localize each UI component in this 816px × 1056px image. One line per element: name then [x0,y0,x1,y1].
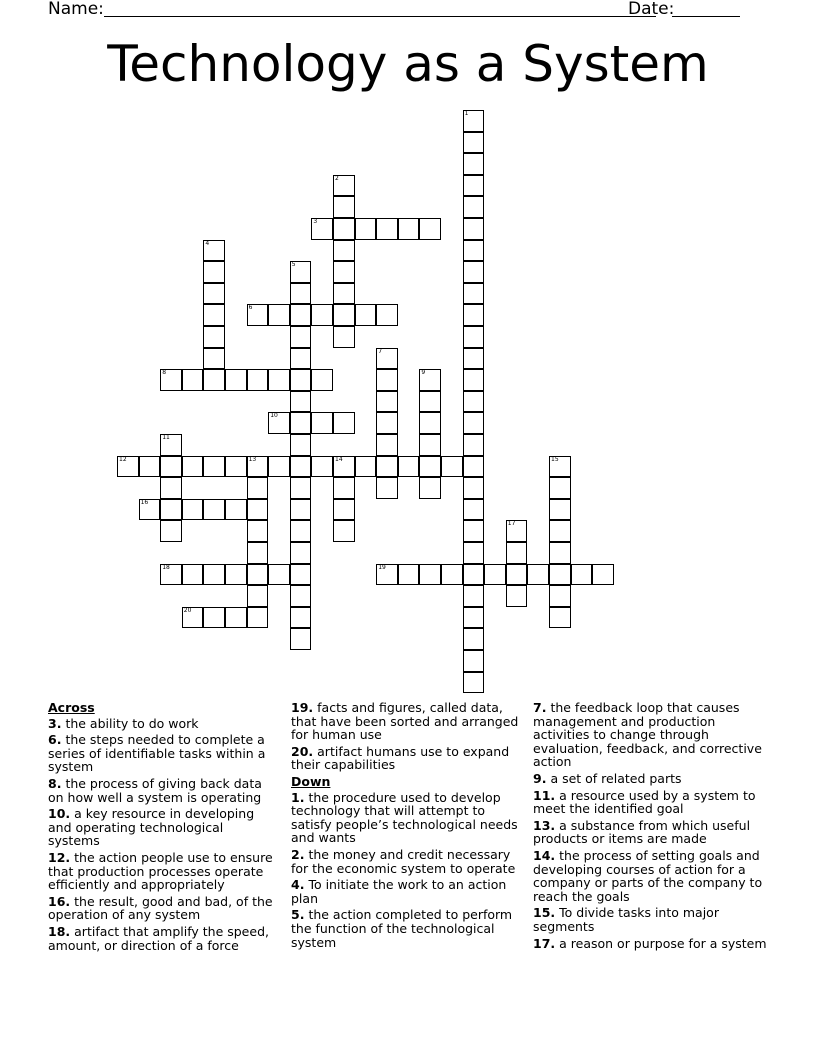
grid-cell[interactable] [506,564,528,586]
grid-cell[interactable] [247,585,269,607]
grid-cell[interactable] [290,585,312,607]
grid-cell[interactable] [290,499,312,521]
cell-number: 8 [162,369,167,377]
grid-cell[interactable] [527,564,549,586]
grid-cell[interactable] [290,456,312,478]
grid-cell[interactable] [333,218,355,240]
grid-cell[interactable] [463,369,485,391]
grid-cell[interactable] [355,456,377,478]
grid-cell[interactable] [376,412,398,434]
grid-cell[interactable] [571,564,593,586]
grid-cell[interactable] [549,585,571,607]
grid-cell[interactable] [463,520,485,542]
grid-cell[interactable] [419,434,441,456]
grid-cell[interactable] [592,564,614,586]
grid-cell[interactable] [290,326,312,348]
grid-cell[interactable] [463,218,485,240]
grid-cell[interactable] [290,412,312,434]
grid-cell[interactable] [203,607,225,629]
cell-number: 13 [248,455,257,463]
clue-across-18: 18. artifact that amplify the speed, amount, or direction of a force [48,923,269,953]
cell-number: 15 [551,455,559,463]
grid-cell[interactable] [182,369,204,391]
cell-number: 1 [464,110,469,117]
clue-down-14: 14. the process of setting goals and developing courses of action for a company or parts of the company to reach the goals [533,847,763,904]
across-heading: Across [48,700,95,715]
grid-cell[interactable] [376,304,398,326]
clue-across-3: 3. the ability to do work [48,715,199,731]
clue-down-4: 4. To initiate the work to an action plan [291,877,507,906]
grid-cell[interactable] [463,326,485,348]
grid-cell[interactable] [549,542,571,564]
grid-cell[interactable] [441,456,463,478]
grid-cell[interactable] [290,304,312,326]
grid-cell[interactable] [203,348,225,370]
grid-cell[interactable] [333,196,355,218]
grid-cell[interactable] [290,434,312,456]
date-label: Date: [628,0,675,19]
grid-cell[interactable] [463,304,485,326]
clue-across-16: 16. the result, good and bad, of the operation of any system [48,893,273,923]
grid-cell[interactable] [160,499,182,521]
cell-number: 17 [507,520,516,528]
grid-cell[interactable] [463,412,485,434]
clue-down-9: 9. a set of related parts [533,770,682,786]
grid-cell[interactable] [441,564,463,586]
cell-number: 6 [248,304,253,312]
grid-cell[interactable] [463,499,485,521]
cell-number: 12 [119,455,127,463]
grid-cell[interactable] [182,499,204,521]
cell-number: 18 [162,563,170,571]
grid-cell[interactable] [290,283,312,305]
clues-column-3 [533,701,773,953]
grid-cell[interactable] [203,369,225,391]
grid-cell[interactable] [463,175,485,197]
cell-number: 10 [270,412,278,420]
grid-cell[interactable] [549,477,571,499]
cell-number: 9 [421,369,426,377]
name-label: Name: [48,0,104,19]
clue-across-6: 6. the steps needed to complete a series of identifiable tasks within a system [48,732,266,775]
cell-number: 16 [140,498,149,506]
grid-cell[interactable] [268,304,290,326]
grid-cell[interactable] [549,520,571,542]
grid-cell[interactable] [419,218,441,240]
grid-cell[interactable] [333,175,355,197]
grid-cell[interactable] [203,564,225,586]
grid-cell[interactable] [376,218,398,240]
grid-cell[interactable] [160,456,182,478]
grid-cell[interactable] [419,412,441,434]
grid-cell[interactable] [484,564,506,586]
clues-column-1 [48,701,278,955]
grid-cell[interactable] [225,369,247,391]
grid-cell[interactable] [463,348,485,370]
grid-cell[interactable] [506,542,528,564]
grid-cell[interactable] [376,391,398,413]
cell-number: 2 [335,174,339,182]
grid-cell[interactable] [311,369,333,391]
grid-cell[interactable] [463,628,485,650]
clue-down-7: 7. the feedback loop that causes management and production activities to change through evaluation, feedback, and corrective action [533,700,762,770]
grid-cell[interactable] [333,520,355,542]
grid-cell[interactable] [290,369,312,391]
grid-cell[interactable] [463,585,485,607]
grid-cell[interactable] [463,283,485,305]
grid-cell[interactable] [225,499,247,521]
grid-cell[interactable] [117,456,139,478]
grid-cell[interactable] [290,477,312,499]
grid-cell[interactable] [182,607,204,629]
grid-cell[interactable] [311,218,333,240]
grid-cell[interactable] [225,456,247,478]
grid-cell[interactable] [311,304,333,326]
cell-number: 3 [313,218,318,225]
grid-cell[interactable] [549,564,571,586]
grid-cell[interactable] [182,564,204,586]
grid-cell[interactable] [376,477,398,499]
grid-cell[interactable] [247,607,269,629]
grid-cell[interactable] [463,153,485,175]
grid-cell[interactable] [247,456,269,478]
cell-number: 14 [335,455,343,463]
grid-cell[interactable] [355,218,377,240]
grid-cell[interactable] [160,369,182,391]
grid-cell[interactable] [376,369,398,391]
cell-number: 4 [205,239,210,247]
grid-cell[interactable] [376,348,398,370]
clue-down-11: 11. a resource used by a system to meet the identified goal [533,787,756,817]
grid-cell[interactable] [419,369,441,391]
grid-cell[interactable] [268,412,290,434]
grid-cell[interactable] [268,564,290,586]
grid-cell[interactable] [225,564,247,586]
grid-cell[interactable] [463,477,485,499]
cell-number: 11 [162,434,170,441]
grid-cell[interactable] [376,564,398,586]
grid-cell[interactable] [333,326,355,348]
grid-cell[interactable] [247,542,269,564]
grid-cell[interactable] [160,520,182,542]
clue-down-13: 13. a substance from which useful products or items are made [533,817,751,847]
grid-cell[interactable] [225,607,247,629]
clue-down-17: 17. a reason or purpose for a system [533,935,767,951]
grid-cell[interactable] [463,672,485,694]
grid-cell[interactable] [290,628,312,650]
grid-cell[interactable] [549,607,571,629]
grid-cell[interactable] [398,456,420,478]
grid-cell[interactable] [398,564,420,586]
grid-cell[interactable] [463,132,485,154]
grid-cell[interactable] [203,326,225,348]
grid-cell[interactable] [290,607,312,629]
grid-cell[interactable] [268,456,290,478]
grid-cell[interactable] [160,564,182,586]
grid-cell[interactable] [333,304,355,326]
grid-cell[interactable] [203,456,225,478]
grid-cell[interactable] [203,283,225,305]
grid-cell[interactable] [290,261,312,283]
grid-cell[interactable] [160,477,182,499]
grid-cell[interactable] [419,456,441,478]
grid-cell[interactable] [203,240,225,262]
grid-cell[interactable] [139,499,161,521]
cell-number: 7 [378,347,383,355]
grid-cell[interactable] [290,564,312,586]
grid-cell[interactable] [463,607,485,629]
clue-down-2: 2. the money and credit necessary for the economic system to operate [291,846,516,876]
grid-cell[interactable] [311,456,333,478]
clue-across-10: 10. a key resource in developing and operating technological systems [48,806,255,849]
grid-cell[interactable] [463,650,485,672]
grid-cell[interactable] [419,564,441,586]
clue-down-5: 5. the action completed to perform the function of the technological system [291,907,513,950]
clue-across-20: 20. artifact humans use to expand their capabilities [291,743,510,773]
grid-cell[interactable] [311,412,333,434]
grid-cell[interactable] [333,456,355,478]
page-title: Technology as a System [107,35,709,93]
grid-cell[interactable] [376,456,398,478]
grid-cell[interactable] [247,499,269,521]
grid-cell[interactable] [290,520,312,542]
grid-cell[interactable] [506,585,528,607]
grid-cell[interactable] [203,261,225,283]
grid-cell[interactable] [463,434,485,456]
cell-number: 20 [183,606,192,614]
grid-cell[interactable] [463,391,485,413]
grid-cell[interactable] [376,434,398,456]
grid-cell[interactable] [549,499,571,521]
grid-cell[interactable] [355,304,377,326]
grid-cell[interactable] [463,542,485,564]
grid-cell[interactable] [290,348,312,370]
grid-cell[interactable] [333,412,355,434]
grid-cell[interactable] [290,542,312,564]
grid-cell[interactable] [463,564,485,586]
grid-cell[interactable] [333,283,355,305]
clue-down-1: 1. the procedure used to develop technology that will attempt to satisfy people’s technological needs and wants [291,789,518,846]
grid-cell[interactable] [398,218,420,240]
grid-cell[interactable] [268,369,290,391]
cell-number: 5 [291,261,296,269]
grid-cell[interactable] [247,520,269,542]
clue-across-8: 8. the process of giving back data on how well a system is operating [48,775,262,805]
grid-cell[interactable] [333,261,355,283]
grid-cell[interactable] [290,391,312,413]
grid-cell[interactable] [247,369,269,391]
grid-cell[interactable] [419,391,441,413]
grid-cell[interactable] [463,196,485,218]
clue-across-12: 12. the action people use to ensure that production processes operate efficiently and appropriately [48,849,273,893]
grid-cell[interactable] [549,456,571,478]
grid-cell[interactable] [333,499,355,521]
grid-cell[interactable] [247,304,269,326]
grid-cell[interactable] [463,456,485,478]
grid-cell[interactable] [463,261,485,283]
grid-cell[interactable] [203,499,225,521]
grid-cell[interactable] [333,240,355,262]
grid-cell[interactable] [506,520,528,542]
grid-cell[interactable] [139,456,161,478]
down-heading: Down [291,773,331,789]
grid-cell[interactable] [463,240,485,262]
grid-cell[interactable] [247,564,269,586]
clues-column-2 [291,701,521,952]
grid-cell[interactable] [247,477,269,499]
grid-cell[interactable] [203,304,225,326]
grid-cell[interactable] [333,477,355,499]
grid-cell[interactable] [419,477,441,499]
clue-across-19: 19. facts and figures, called data, that have been sorted and arranged for human use [291,700,519,743]
clue-down-15: 15. To divide tasks into major segments [533,905,719,934]
grid-cell[interactable] [160,434,182,456]
grid-cell[interactable] [463,110,485,132]
grid-cell[interactable] [182,456,204,478]
cell-number: 19 [378,563,386,571]
